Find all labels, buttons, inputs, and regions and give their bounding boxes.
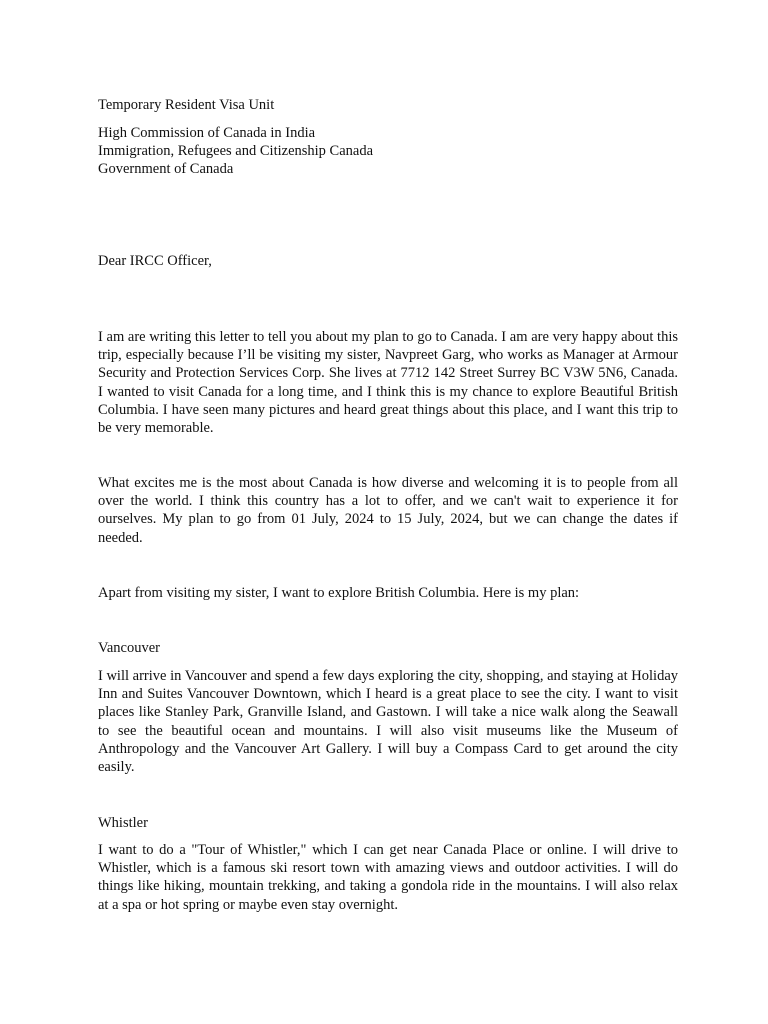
address-line: Government of Canada [98,161,234,178]
section-body-vancouver: I will arrive in Vancouver and spend a few days exploring the city, shopping, and staying at Holiday Inn and Suites Vancouver Downtown, which I heard is a great place to see the city. I want to visit places like Stanley Park, Granville Island, and Gastown. I will take a nice walk along the Seawall to see the beautiful ocean and mountains. I will also visit museums like the Museum of Anthropology and the Vancouver Art Gallery. I will buy a Compass Card to get around the city easily. [98,668,678,776]
recipient-address [98,124,678,179]
section-body-whistler: I want to do a "Tour of Whistler," which I can get near Canada Place or online. I will drive to Whistler, which is a famous ski resort town with amazing views and outdoor activities. I will do things like hiking, mountain trekking, and taking a gondola ride in the mountains. I will also relax at a spa or hot spring or maybe even stay overnight. [98,842,678,913]
excitement-paragraph: What excites me is the most about Canada is how diverse and welcoming it is to people from all over the world. I think this country has a lot to offer, and we can't wait to experience it for ourselves. My plan to go from 01 July, 2024 to 15 July, 2024, but we can change the dates if needed. [98,475,678,546]
address-line: Immigration, Refugees and Citizenship Canada [98,143,374,160]
section-heading-whistler: Whistler [98,815,148,831]
recipient-unit: Temporary Resident Visa Unit [98,97,275,113]
salutation: Dear IRCC Officer, [98,253,212,269]
intro-paragraph: I am are writing this letter to tell you about my plan to go to Canada. I am are very happy about this trip, especially because I’ll be visiting my sister, Navpreet Garg, who works as Manager at Armour Security and Protection Services Corp. She lives at 7712 142 Street Surrey BC V3W 5N6, Canada. I wanted to visit Canada for a long time, and I think this is my chance to explore Beautiful British Columbia. I have seen many pictures and heard great things about this place, and I want this trip to be very memorable. [98,329,678,437]
plan-intro-paragraph: Apart from visiting my sister, I want to explore British Columbia. Here is my plan: [98,585,580,601]
address-line: High Commission of Canada in India [98,125,316,141]
section-heading-vancouver: Vancouver [98,640,161,656]
